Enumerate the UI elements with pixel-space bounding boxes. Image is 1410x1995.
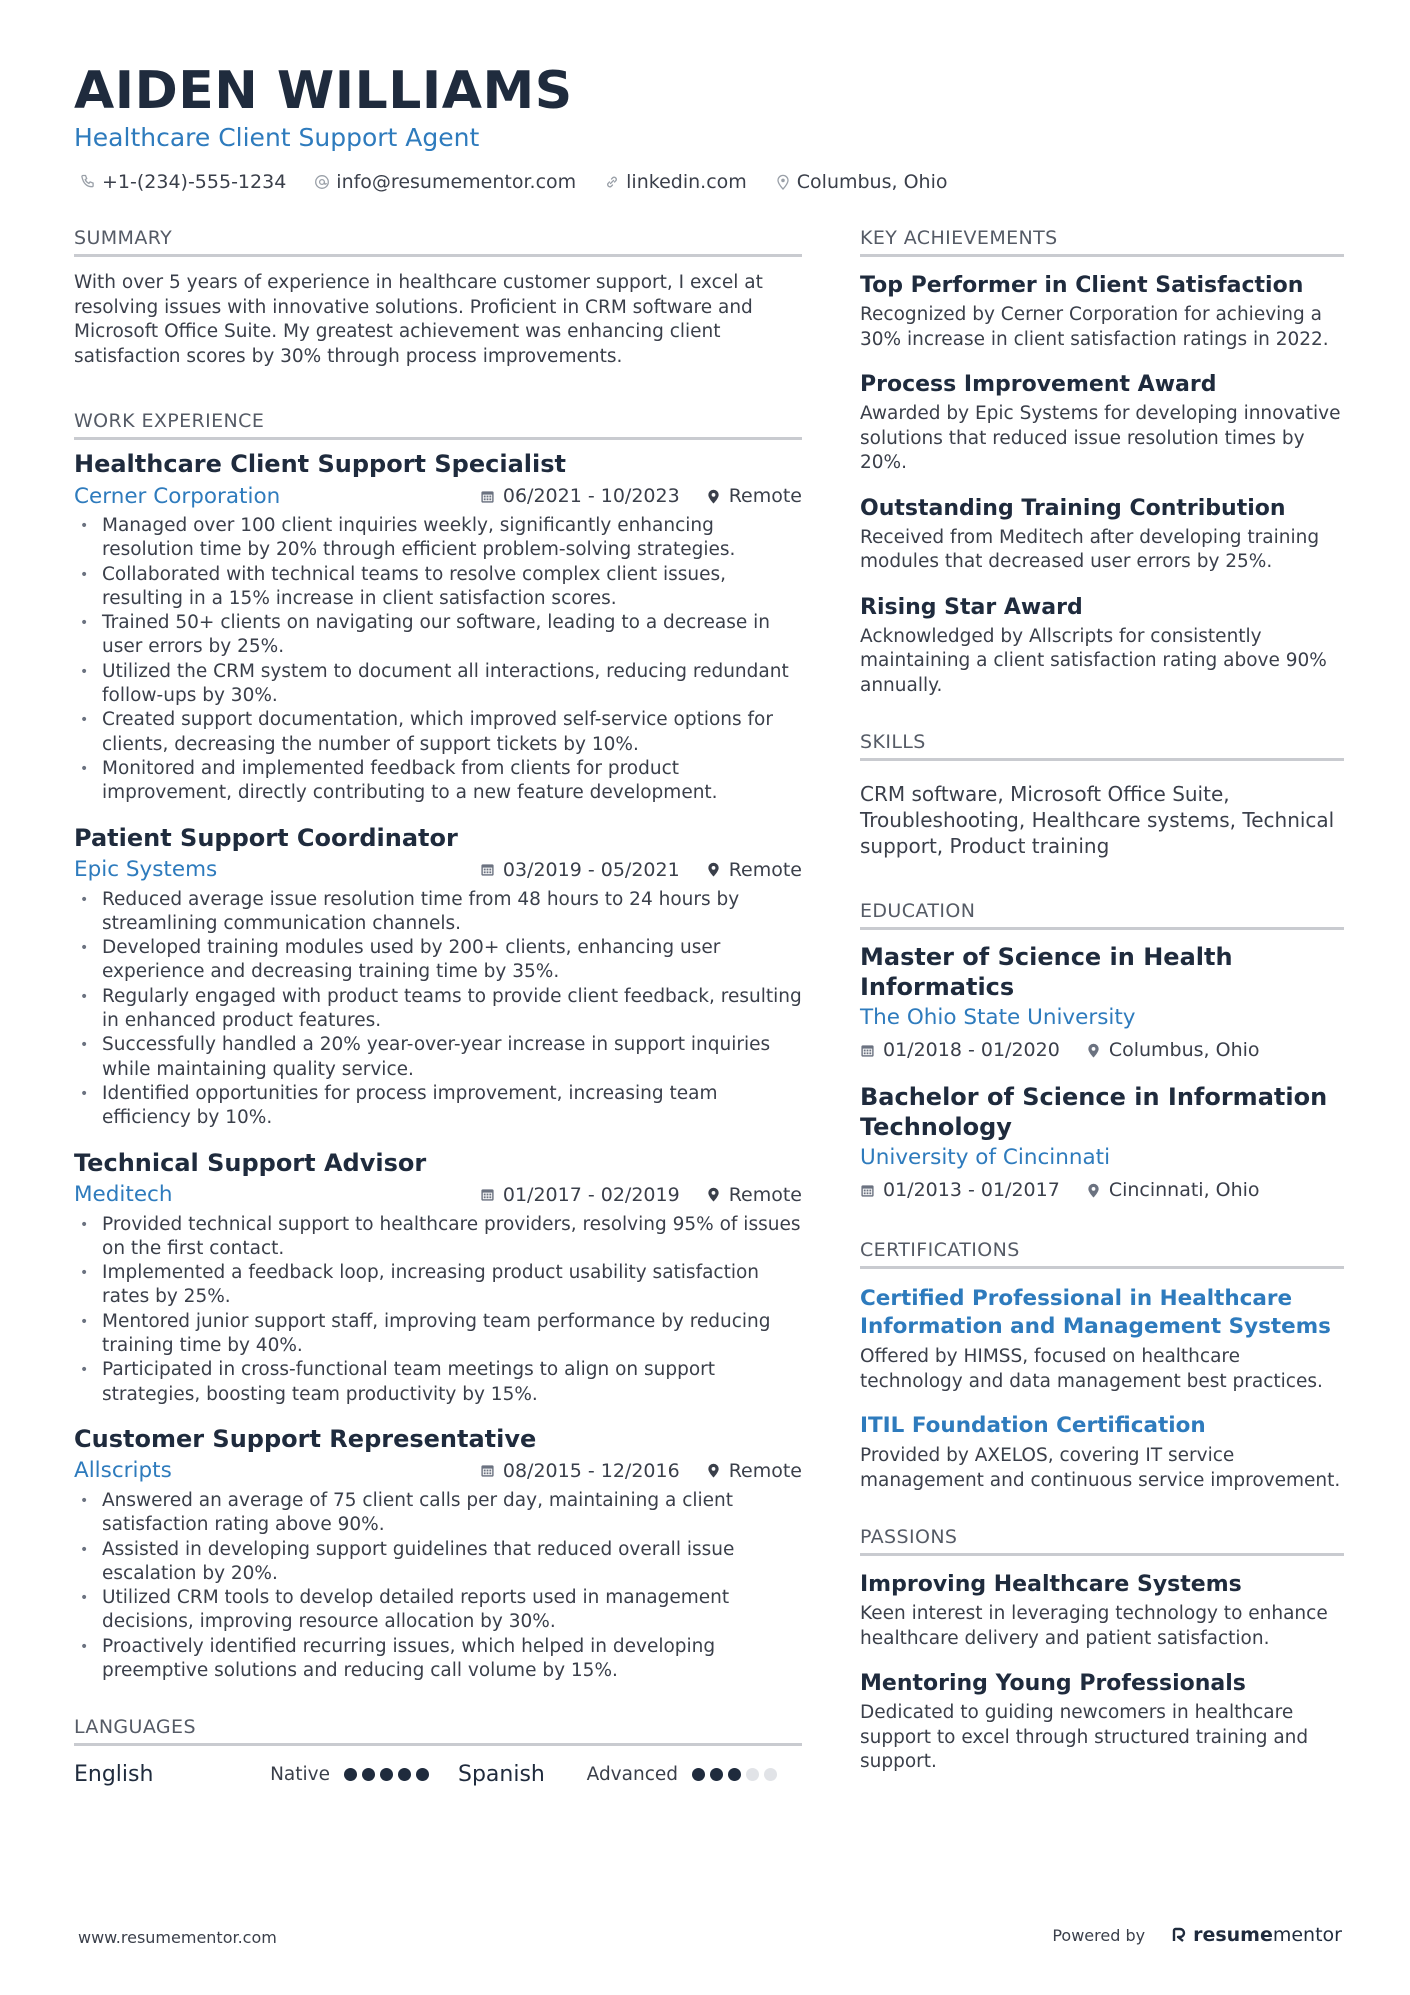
section-title: EDUCATION xyxy=(860,897,1344,930)
section-title: SUMMARY xyxy=(74,224,802,257)
candidate-name: AIDEN WILLIAMS xyxy=(74,61,573,121)
job-title: Technical Support Advisor xyxy=(74,1148,427,1177)
education-item xyxy=(860,942,1344,1066)
calendar-icon xyxy=(860,1043,875,1058)
certification-text: Offered by HIMSS, focused on healthcare technology and data management best practices. xyxy=(860,1346,1323,1392)
section-title: WORK EXPERIENCE xyxy=(74,407,802,440)
job-bullets xyxy=(74,514,802,806)
section-title: CERTIFICATIONS xyxy=(860,1236,1344,1269)
education-meta xyxy=(860,1034,1344,1066)
language-item xyxy=(74,1762,458,1787)
degree-title: Master of Science in Health Informatics xyxy=(860,943,1233,1001)
calendar-icon xyxy=(480,489,495,504)
language-rating xyxy=(344,1768,429,1781)
section-title: PASSIONS xyxy=(860,1523,1344,1556)
job-dates-text: 08/2015 - 12/2016 xyxy=(502,1459,680,1482)
language-rating xyxy=(692,1768,777,1781)
job-location-text: Remote xyxy=(728,1183,802,1206)
bullet-item: • Utilized the CRM system to document all interactions, reducing redundant follow-ups by 30%. xyxy=(74,660,802,709)
contact-phone xyxy=(80,168,286,196)
map-pin-icon xyxy=(1086,1043,1101,1058)
job-meta-right xyxy=(480,1460,802,1482)
rating-dot-empty xyxy=(746,1768,759,1781)
company-name: Allscripts xyxy=(74,1458,172,1484)
achievement-text: Acknowledged by Allscripts for consistently maintaining a client satisfaction rating above 90% annually. xyxy=(860,625,1327,696)
job-dates xyxy=(480,859,680,881)
job-location xyxy=(706,859,802,881)
passion-title: Mentoring Young Professionals xyxy=(860,1671,1246,1696)
passion-item xyxy=(860,1669,1344,1775)
passion-text: Keen interest in leveraging technology to enhance healthcare delivery and patient satisfaction. xyxy=(860,1603,1328,1649)
bullet-item: • Reduced average issue resolution time from 48 hours to 24 hours by streamlining communication channels. xyxy=(74,888,802,937)
education-location xyxy=(1086,1039,1260,1061)
job-location-text: Remote xyxy=(728,485,802,507)
email-text[interactable]: info@resumementor.com xyxy=(336,171,577,193)
phone-icon xyxy=(80,174,96,190)
experience-section xyxy=(74,407,802,1683)
achievement-item xyxy=(860,593,1344,699)
job-bullets xyxy=(74,1489,802,1683)
languages-row xyxy=(74,1756,802,1792)
language-level: Native xyxy=(270,1763,330,1785)
linkedin-text[interactable]: linkedin.com xyxy=(626,171,747,193)
language-name: Spanish xyxy=(458,1761,545,1787)
footer-website[interactable]: www.resumementor.com xyxy=(78,1928,277,1947)
bullet-item: • Implemented a feedback loop, increasing product usability satisfaction rates by 25%. xyxy=(74,1261,802,1310)
brand-bold: resume xyxy=(1193,1924,1273,1946)
resumementor-logo-icon xyxy=(1171,1927,1187,1943)
calendar-icon xyxy=(480,1463,495,1478)
map-pin-icon xyxy=(706,1187,721,1202)
summary-text: With over 5 years of experience in healthcare customer support, I excel at resolving issues with innovative solutions. Proficient in CRM software and Microsoft Office Suite. My greatest achievement was enhancing client satisfaction scores by 30% through process improvements. xyxy=(74,272,763,367)
achievement-text: Awarded by Epic Systems for developing innovative solutions that reduced issue resolution times by 20%. xyxy=(860,403,1341,473)
job-meta xyxy=(74,1455,802,1487)
education-meta xyxy=(860,1174,1344,1206)
language-name: English xyxy=(74,1761,154,1787)
rating-dot-filled xyxy=(728,1768,741,1781)
achievement-title: Top Performer in Client Satisfaction xyxy=(860,273,1304,298)
job-bullets xyxy=(74,1213,802,1407)
rating-dot-filled xyxy=(692,1768,705,1781)
achievement-item xyxy=(860,271,1344,352)
achievement-title: Process Improvement Award xyxy=(860,372,1217,397)
brand-light: mentor xyxy=(1272,1924,1342,1946)
job-meta xyxy=(74,854,802,886)
job-dates-text: 06/2021 - 10/2023 xyxy=(502,485,680,507)
language-item xyxy=(458,1762,802,1787)
calendar-icon xyxy=(480,1187,495,1202)
education-location-text: Columbus, Ohio xyxy=(1108,1039,1260,1061)
bullet-item: • Identified opportunities for process improvement, increasing team efficiency by 10%. xyxy=(74,1082,802,1131)
bullet-item: • Managed over 100 client inquiries weekly, significantly enhancing resolution time by 20% through efficient problem-solving strategies. xyxy=(74,514,802,563)
phone-text[interactable]: +1-(234)-555-1234 xyxy=(102,171,287,193)
bullet-item: • Mentored junior support staff, improving team performance by reducing training time by 40%. xyxy=(74,1310,802,1359)
powered-by-label: Powered by xyxy=(1052,1925,1146,1945)
rating-dot-filled xyxy=(362,1768,375,1781)
candidate-role: Healthcare Client Support Agent xyxy=(74,123,480,152)
job-dates xyxy=(480,1460,680,1482)
section-title: SKILLS xyxy=(860,728,1344,761)
education-item xyxy=(860,1082,1344,1206)
contact-linkedin xyxy=(604,168,747,196)
certification-item xyxy=(860,1412,1344,1493)
achievements-section xyxy=(860,224,1344,698)
bullet-item: • Developed training modules used by 200+ clients, enhancing user experience and decreasing training time by 35%. xyxy=(74,936,802,985)
job-dates xyxy=(480,1184,680,1206)
summary-section xyxy=(74,224,802,369)
certification-title: Certified Professional in Healthcare Information and Management Systems xyxy=(860,1286,1331,1339)
job-meta-right xyxy=(480,1184,802,1206)
achievement-item xyxy=(860,494,1344,575)
company-name: Epic Systems xyxy=(74,857,218,883)
job-entry xyxy=(74,822,802,1131)
education-location-text: Cincinnati, Ohio xyxy=(1108,1179,1260,1201)
map-pin-icon xyxy=(1086,1183,1101,1198)
languages-section xyxy=(74,1713,802,1792)
passion-title: Improving Healthcare Systems xyxy=(860,1572,1242,1597)
job-dates xyxy=(480,485,680,507)
contact-email xyxy=(314,168,576,196)
certification-item xyxy=(860,1285,1344,1394)
skills-section xyxy=(860,728,1344,859)
job-bullets xyxy=(74,888,802,1131)
passion-text: Dedicated to guiding newcomers in healthcare support to excel through structured training and support. xyxy=(860,1702,1309,1772)
achievement-item xyxy=(860,370,1344,476)
map-pin-icon xyxy=(706,862,721,877)
achievement-text: Received from Meditech after developing training modules that decreased user errors by 25%. xyxy=(860,526,1320,572)
job-title: Patient Support Coordinator xyxy=(74,823,458,852)
footer-branding xyxy=(1052,1924,1342,1946)
achievement-text: Recognized by Cerner Corporation for achieving a 30% increase in client satisfaction ratings in 2022. xyxy=(860,304,1329,350)
language-level: Advanced xyxy=(586,1763,678,1785)
bullet-item: • Provided technical support to healthcare providers, resolving 95% of issues on the first contact. xyxy=(74,1213,802,1262)
section-title: KEY ACHIEVEMENTS xyxy=(860,224,1344,257)
achievement-title: Outstanding Training Contribution xyxy=(860,495,1286,521)
job-location xyxy=(706,1184,802,1206)
bullet-item: • Participated in cross-functional team meetings to align on support strategies, boosting team productivity by 15%. xyxy=(74,1358,802,1407)
school-name: University of Cincinnati xyxy=(860,1145,1111,1170)
map-pin-icon xyxy=(706,489,721,504)
education-dates xyxy=(860,1179,1060,1201)
job-location-text: Remote xyxy=(728,858,802,881)
calendar-icon xyxy=(860,1183,875,1198)
job-dates-text: 01/2017 - 02/2019 xyxy=(502,1183,680,1206)
map-pin-icon xyxy=(775,174,791,190)
bullet-item: • Answered an average of 75 client calls per day, maintaining a client satisfaction rating above 90%. xyxy=(74,1489,802,1538)
rating-dot-empty xyxy=(764,1768,777,1781)
job-meta-right xyxy=(480,485,802,507)
rating-dot-filled xyxy=(416,1768,429,1781)
job-location-text: Remote xyxy=(728,1459,802,1482)
rating-dot-filled xyxy=(344,1768,357,1781)
job-entry xyxy=(74,448,802,806)
bullet-item: • Collaborated with technical teams to resolve complex client issues, resulting in a 15% increase in client satisfaction scores. xyxy=(74,563,802,612)
job-meta-right xyxy=(480,859,802,881)
rating-dot-filled xyxy=(398,1768,411,1781)
certification-title: ITIL Foundation Certification xyxy=(860,1413,1206,1438)
degree-title: Bachelor of Science in Information Technology xyxy=(860,1083,1328,1141)
rating-dot-filled xyxy=(710,1768,723,1781)
right-column xyxy=(860,224,1344,1813)
link-icon xyxy=(604,174,620,190)
map-pin-icon xyxy=(706,1463,721,1478)
education-dates-text: 01/2018 - 01/2020 xyxy=(883,1039,1060,1061)
bullet-item: • Trained 50+ clients on navigating our software, leading to a decrease in user errors by 25%. xyxy=(74,611,802,660)
bullet-item: • Created support documentation, which improved self-service options for clients, decreasing the number of support tickets by 10%. xyxy=(74,708,802,757)
bullet-item: • Utilized CRM tools to develop detailed reports used in management decisions, improving resource allocation by 30%. xyxy=(74,1586,802,1635)
passions-section xyxy=(860,1523,1344,1775)
job-meta xyxy=(74,1179,802,1211)
job-entry xyxy=(74,1147,802,1407)
certifications-section xyxy=(860,1236,1344,1493)
contact-bar xyxy=(80,168,947,196)
education-dates xyxy=(860,1039,1060,1061)
job-title: Healthcare Client Support Specialist xyxy=(74,450,566,478)
job-dates-text: 03/2019 - 05/2021 xyxy=(502,858,680,881)
job-location xyxy=(706,1460,802,1482)
education-section xyxy=(860,897,1344,1206)
bullet-item: • Proactively identified recurring issues, which helped in developing preemptive solutions and reducing call volume by 15%. xyxy=(74,1635,802,1684)
section-title: LANGUAGES xyxy=(74,1713,802,1746)
job-title: Customer Support Representative xyxy=(74,1424,537,1453)
job-entry xyxy=(74,1423,802,1683)
contact-location xyxy=(775,168,948,196)
bullet-item: • Regularly engaged with product teams to provide client feedback, resulting in enhanced product features. xyxy=(74,985,802,1034)
calendar-icon xyxy=(480,862,495,877)
company-name: Meditech xyxy=(74,1182,173,1208)
job-location xyxy=(706,485,802,507)
education-location xyxy=(1086,1179,1260,1201)
location-text: Columbus, Ohio xyxy=(796,171,948,193)
rating-dot-filled xyxy=(380,1768,393,1781)
bullet-item: • Assisted in developing support guidelines that reduced overall issue escalation by 20%. xyxy=(74,1538,802,1587)
passion-item xyxy=(860,1570,1344,1651)
achievement-title: Rising Star Award xyxy=(860,594,1083,620)
brand-logo[interactable] xyxy=(1171,1924,1342,1946)
at-icon xyxy=(314,174,330,190)
bullet-item: • Successfully handled a 20% year-over-year increase in support inquiries while maintaining quality service. xyxy=(74,1033,802,1082)
certification-text: Provided by AXELOS, covering IT service management and continuous service improvement. xyxy=(860,1445,1341,1491)
left-column xyxy=(74,224,802,1830)
job-meta xyxy=(74,480,802,512)
skills-text: CRM software, Microsoft Office Suite, Troubleshooting, Healthcare systems, Technical support, Product training xyxy=(860,782,1335,858)
education-dates-text: 01/2013 - 01/2017 xyxy=(883,1179,1060,1201)
school-name: The Ohio State University xyxy=(860,1005,1136,1030)
bullet-item: • Monitored and implemented feedback from clients for product improvement, directly contributing to a new feature development. xyxy=(74,757,802,806)
company-name: Cerner Corporation xyxy=(74,483,281,509)
